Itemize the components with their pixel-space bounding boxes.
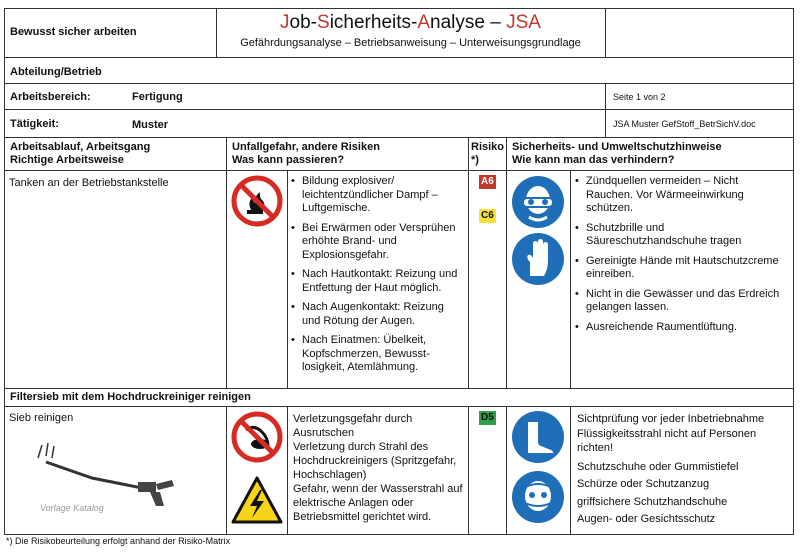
risk-badge-d5: D5 — [481, 412, 494, 423]
list-item: • Nach Hautkontakt: Reizung und Entfettung der Haut möglich. — [291, 268, 465, 295]
divider-header-right — [605, 8, 606, 57]
list-item: • Nach Augenkontakt: Reizung und Rötung der Augen. — [291, 301, 465, 328]
wear-gloves-icon — [511, 232, 565, 286]
risk-badge-a6: A6 — [481, 176, 494, 187]
list-item: • Nicht in die Gewässer und das Erdreich gelangen lassen. — [575, 288, 785, 315]
list-item: • Nach Einatmen: Übelkeit, Kopfschmerzen, Bewusst-losigkeit, Atemlähmung. — [291, 334, 465, 375]
wear-goggles-icon — [511, 175, 565, 229]
list-item: • Zündquellen vermeiden – Nicht Rauchen. Vor Wärmeeinwirkung schützen. — [575, 175, 785, 216]
divider-row1 — [4, 388, 794, 389]
list-item: Verletzung durch Strahl des Hochdruckreinigers (Spritzgefahr, Hochschlagen) — [293, 441, 457, 481]
divider-column-header — [4, 170, 794, 171]
no-open-flame-icon — [230, 174, 284, 228]
list-item: Sichtprüfung vor jeder Inbetriebnahme — [577, 413, 765, 425]
header-left-label: Bewusst sicher arbeiten — [10, 26, 137, 38]
row1-risk-list — [291, 175, 465, 381]
activity-label: Tätigkeit: — [10, 118, 59, 130]
list-item: • Gereinigte Hände mit Hautschutzcreme einreiben. — [575, 255, 785, 282]
area-value: Fertigung — [132, 91, 183, 103]
list-item: Augen- oder Gesichtsschutz — [577, 513, 716, 525]
document-name: JSA Muster GefStoff_BetrSichV.doc — [613, 119, 756, 129]
divider-col2 — [468, 137, 469, 388]
divider-col3 — [506, 137, 507, 388]
area-label: Arbeitsbereich: — [10, 91, 91, 103]
footer-note: *) Die Risikobeurteilung erfolgt anhand der Risiko-Matrix — [6, 536, 231, 546]
divider-col2-row2 — [468, 406, 469, 535]
column-header-risks: Unfallgefahr, andere Risiken Was kann passieren? — [232, 141, 380, 166]
divider-icon-col-row1 — [287, 170, 288, 388]
department-label: Abteilung/Betrieb — [10, 66, 102, 78]
image-caption: Vorlage Katalog — [40, 503, 104, 513]
wear-face-shield-icon — [511, 470, 565, 524]
divider-col1 — [226, 137, 227, 388]
divider-icon-col4-row2 — [570, 406, 571, 535]
row2-task: Sieb reinigen — [9, 412, 74, 424]
list-item: Verletzungsgefahr durch Ausrutschen — [293, 413, 413, 439]
row1-measure-list — [575, 175, 785, 340]
divider-info-right — [605, 83, 606, 137]
page-subtitle: Gefährdungsanalyse – Betriebsanweisung – Unterweisungsgrundlage — [240, 37, 581, 49]
row1-task: Tanken an der Betriebstankstelle — [9, 177, 169, 189]
divider-activity — [4, 137, 794, 138]
list-item: Flüssigkeitsstrahl nicht auf Personen richten! — [577, 427, 757, 454]
pressure-washer-lance-image — [32, 440, 182, 510]
divider-area — [4, 109, 794, 110]
list-item: • Ausreichende Raumentlüftung. — [575, 321, 785, 335]
list-item: Schutzschuhe oder Gummistiefel — [577, 460, 739, 473]
divider-header — [4, 57, 794, 58]
divider-col3-row2 — [506, 406, 507, 535]
column-header-task: Arbeitsablauf, Arbeitsgang Richtige Arbeitsweise — [10, 141, 151, 166]
divider-department — [4, 83, 794, 84]
list-item: Gefahr, wenn der Wasserstrahl auf elektrische Anlagen oder Betriebsmittel gerichtet wird. — [293, 483, 463, 523]
column-header-risk-level: Risiko *) — [471, 141, 505, 166]
list-item: Schürze oder Schutzanzug — [577, 478, 710, 490]
row2-risk-list — [293, 412, 465, 524]
high-voltage-warning-icon — [230, 474, 284, 528]
risk-badge-c6: C6 — [481, 210, 494, 221]
list-item: griffsichere Schutzhandschuhe — [577, 495, 728, 508]
divider-icon-col4-row1 — [570, 170, 571, 388]
page-title: Job-Sicherheits-Analyse – JSA — [280, 12, 541, 33]
divider-icon-col-row2 — [287, 406, 288, 535]
column-header-measures: Sicherheits- und Umweltschutzhinweise Wie kann man das verhindern? — [512, 141, 722, 166]
list-item: • Bildung explosiver/ leichtentzündlicher Dampf – Luftgemische. — [291, 175, 465, 216]
divider-section2 — [4, 406, 794, 407]
activity-value: Muster — [132, 119, 169, 131]
page-info: Seite 1 von 2 — [613, 92, 666, 102]
list-item: • Schutzbrille und Säureschutzhandschuhe tragen — [575, 222, 785, 249]
no-spraying-water-icon — [230, 410, 284, 464]
divider-col1-row2 — [226, 406, 227, 535]
list-item: • Bei Erwärmen oder Versprühen erhöhte Brand- und Explosionsgefahr. — [291, 222, 465, 263]
row2-measure-list — [577, 412, 789, 527]
section2-title: Filtersieb mit dem Hochdruckreiniger reinigen — [10, 391, 251, 403]
wear-safety-boots-icon — [511, 410, 565, 464]
